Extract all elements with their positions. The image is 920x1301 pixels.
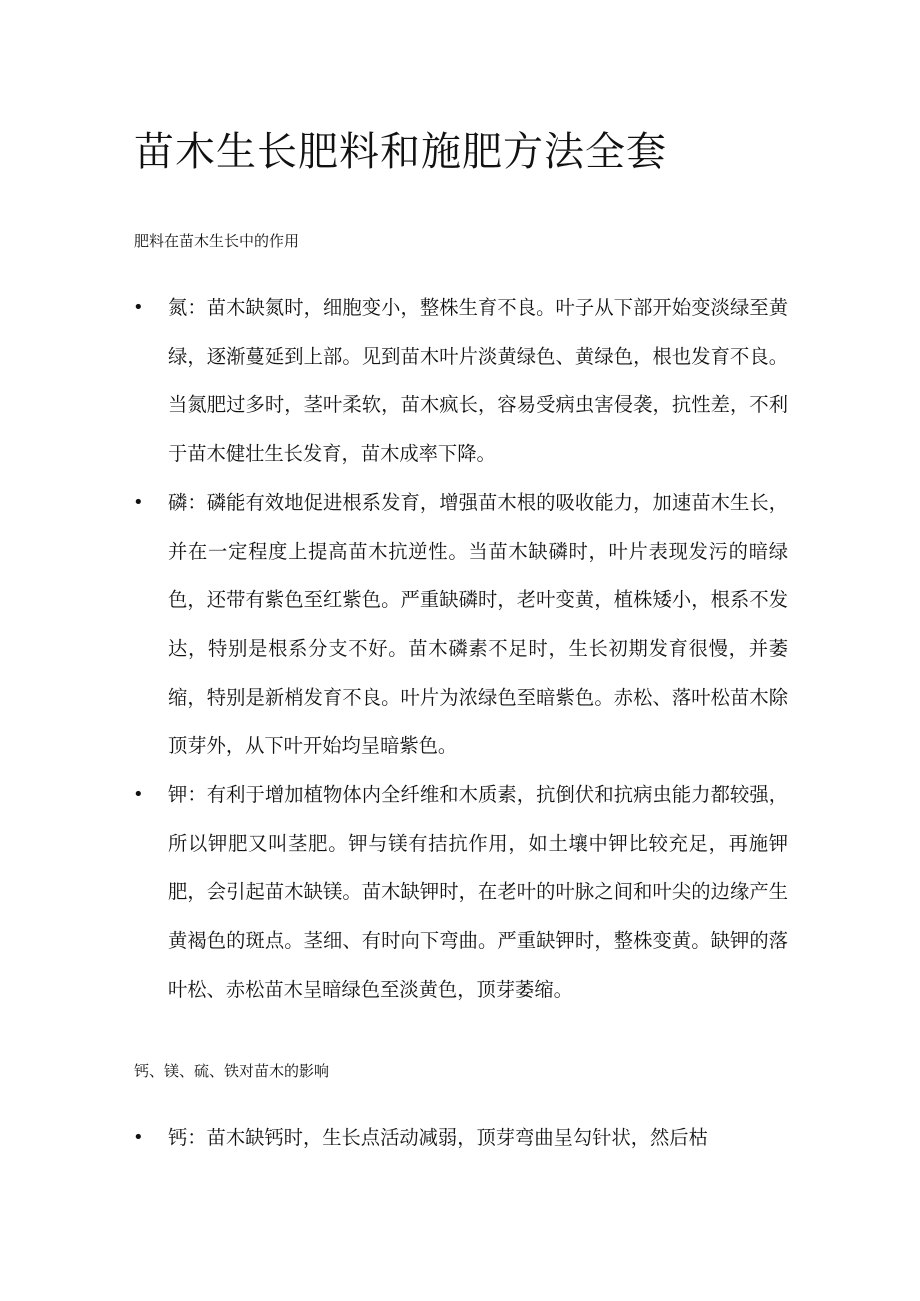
section-heading-fertilizer-role: 肥料在苗木生长中的作用: [134, 232, 300, 250]
list-item-phosphorus: [0, 479, 920, 771]
trace-elements-list: [0, 1114, 920, 1163]
bullet-icon: •: [133, 784, 144, 806]
bullet-icon: •: [133, 1127, 144, 1148]
section-heading-trace-elements: 钙、镁、硫、铁对苗木的影响: [134, 1062, 330, 1080]
bullet-icon: •: [133, 297, 144, 318]
document-title: 苗木生长肥料和施肥方法全套: [134, 129, 667, 175]
list-item-potassium: [0, 771, 920, 1015]
list-item-text: 钾：有利于增加植物体内全纤维和木质素，抗倒伏和抗病虫能力都较强，所以钾肥又叫茎肥。钾与镁有拮抗作用，如土壤中钾比较充足，再施钾肥，会引起苗木缺镁。苗木缺钾时，在老叶的叶脉之间和叶尖的边缘产生黄褐色的斑点。茎细、有时向下弯曲。严重缺钾时，整株变黄。缺钾的落叶松、赤松苗木呈暗绿色至淡黄色，顶芽萎缩。: [168, 783, 788, 1001]
list-item-text: 钙：苗木缺钙时，生长点活动减弱，顶芽弯曲呈勾针状，然后枯: [168, 1126, 708, 1149]
fertilizer-role-list: [0, 284, 920, 1015]
list-item-text: 磷：磷能有效地促进根系发育，增强苗木根的吸收能力，加速苗木生长，并在一定程度上提高苗木抗逆性。当苗木缺磷时，叶片表现发污的暗绿色，还带有紫色至红紫色。严重缺磷时，老叶变黄，植株矮小，根系不发达，特别是根系分支不好。苗木磷素不足时，生长初期发育很慢，并萎缩，特别是新梢发育不良。叶片为浓绿色至暗紫色。赤松、落叶松苗木除顶芽外，从下叶开始均呈暗紫色。: [168, 490, 788, 758]
bullet-icon: •: [133, 491, 144, 513]
list-item-nitrogen: [0, 284, 920, 479]
list-item-text: 氮：苗木缺氮时，细胞变小，整株生育不良。叶子从下部开始变淡绿至黄绿，逐渐蔓延到上部。见到苗木叶片淡黄绿色、黄绿色，根也发育不良。当氮肥过多时，茎叶柔软，苗木疯长，容易受病虫害侵袭，抗性差，不利于苗木健壮生长发育，苗木成率下降。: [168, 296, 788, 466]
list-item-calcium: [0, 1114, 920, 1163]
